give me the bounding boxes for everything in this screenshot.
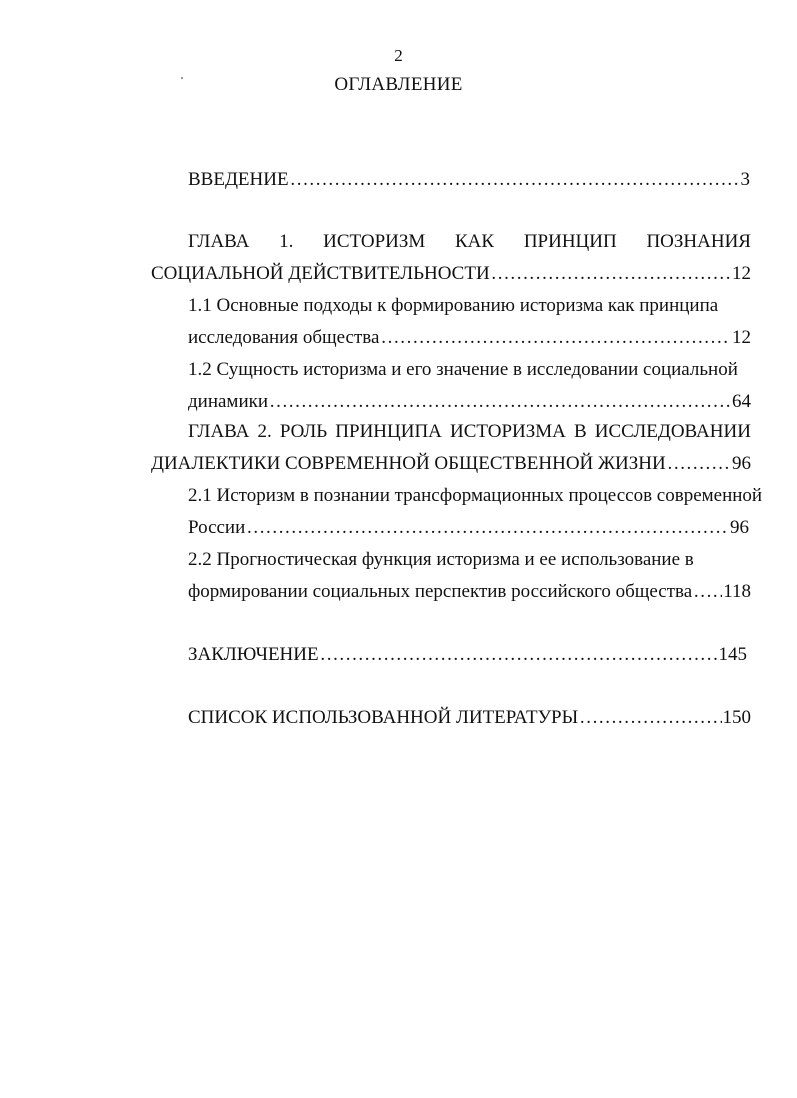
- page-number: 2: [394, 46, 403, 65]
- toc-entry-chapter1-line2[interactable]: [151, 262, 751, 286]
- heading-word: ПРИНЦИПА: [335, 421, 442, 442]
- toc-entry-label: ДИАЛЕКТИКИ СОВРЕМЕННОЙ ОБЩЕСТВЕННОЙ ЖИЗНИ: [151, 453, 666, 474]
- heading-word: ГЛАВА: [188, 421, 250, 442]
- toc-entry-2-1-line2[interactable]: [188, 516, 749, 540]
- heading-word: ИСТОРИЗМА: [450, 421, 566, 442]
- dot-leader: [290, 168, 740, 192]
- dot-leader: [667, 452, 731, 476]
- toc-entry-1-1-line1[interactable]: 1.1 Основные подходы к формированию историзма как принципа: [188, 295, 719, 316]
- toc-entry-conclusion[interactable]: [188, 643, 747, 667]
- toc-entry-2-2-line1[interactable]: 2.2 Прогностическая функция историзма и ее использование в: [188, 549, 694, 570]
- toc-page-number: 150: [722, 707, 751, 728]
- toc-entry-label: формировании социальных перспектив российского общества: [188, 581, 693, 602]
- toc-entry-label: исследования общества: [188, 327, 380, 348]
- heading-word: ИССЛЕДОВАНИИ: [594, 421, 751, 442]
- page-title: ОГЛАВЛЕНИЕ: [334, 74, 463, 95]
- heading-word: 1.: [279, 231, 294, 252]
- toc-entry-2-1-line1[interactable]: 2.1 Историзм в познании трансформационных процессов современной: [188, 485, 763, 506]
- toc-entry-label: России: [188, 517, 246, 538]
- heading-word: В: [574, 421, 587, 442]
- toc-page-number: 96: [730, 517, 749, 538]
- toc-page-number: 118: [723, 581, 751, 602]
- toc-entry-bibliography[interactable]: [188, 706, 751, 730]
- toc-entry-1-2-line1[interactable]: 1.2 Сущность историзма и его значение в исследовании социальной: [188, 359, 738, 380]
- dot-leader: [246, 516, 729, 540]
- heading-word: КАК: [455, 231, 495, 252]
- heading-word: ГЛАВА: [188, 231, 250, 252]
- dot-leader: [320, 643, 718, 667]
- toc-entry-label: ЗАКЛЮЧЕНИЕ: [188, 644, 319, 665]
- toc-page-number: 12: [732, 327, 751, 348]
- dot-leader: [491, 262, 731, 286]
- toc-entry-chapter1-line1[interactable]: [188, 230, 751, 254]
- heading-word: РОЛЬ: [279, 421, 328, 442]
- dot-leader: [269, 390, 731, 414]
- heading-word: ИСТОРИЗМ: [323, 231, 426, 252]
- heading-word: 2.: [257, 421, 272, 442]
- heading-word: ПРИНЦИП: [523, 231, 617, 252]
- toc-page-number: 3: [740, 169, 750, 190]
- toc-entry-1-1-line2[interactable]: [188, 326, 751, 350]
- toc-entry-chapter2-line2[interactable]: [151, 452, 751, 476]
- dot-leader: [693, 580, 722, 604]
- toc-page-number: 96: [732, 453, 751, 474]
- toc-page-number: 12: [732, 263, 751, 284]
- toc-entry-chapter2-line1[interactable]: [188, 420, 751, 444]
- dot-leader: [380, 326, 731, 350]
- toc-entry-intro[interactable]: [188, 168, 750, 192]
- toc-entry-label: ВВЕДЕНИЕ: [188, 169, 289, 190]
- dot-leader: [579, 706, 721, 730]
- toc-entry-label: СОЦИАЛЬНОЙ ДЕЙСТВИТЕЛЬНОСТИ: [151, 263, 490, 284]
- toc-entry-label: динамики: [188, 391, 269, 412]
- toc-entry-1-2-line2[interactable]: [188, 390, 751, 414]
- heading-word: ПОЗНАНИЯ: [646, 231, 751, 252]
- toc-page-number: 145: [718, 644, 747, 665]
- toc-entry-label: СПИСОК ИСПОЛЬЗОВАННОЙ ЛИТЕРАТУРЫ: [188, 707, 579, 728]
- toc-page-number: 64: [732, 391, 751, 412]
- toc-entry-2-2-line2[interactable]: [188, 580, 751, 604]
